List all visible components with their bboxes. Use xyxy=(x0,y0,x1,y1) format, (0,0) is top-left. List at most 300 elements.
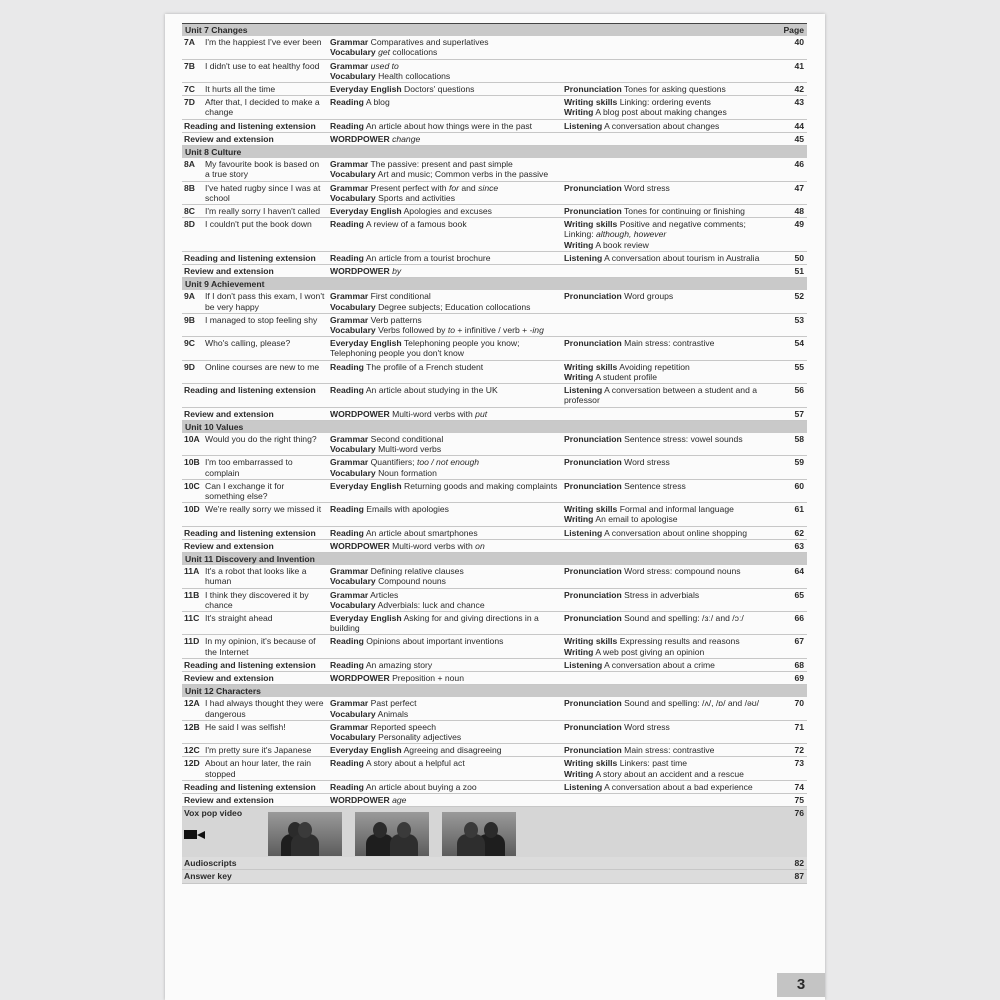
entry-text: Expressing results and reasons xyxy=(619,636,740,647)
entry-label: Listening xyxy=(564,252,603,263)
extension-row xyxy=(182,119,807,132)
lesson-row xyxy=(182,565,807,588)
entry-text: A conversation about changes xyxy=(604,120,720,131)
entry-text: A conversation about a bad experience xyxy=(604,781,753,792)
extension-row xyxy=(182,407,807,420)
lesson-skills xyxy=(562,433,780,456)
entry-text: A conversation about a crime xyxy=(604,659,715,670)
contents-table xyxy=(182,23,807,884)
lesson-title: I managed to stop feeling shy xyxy=(203,313,328,336)
extension-label: Review and extension xyxy=(182,132,328,145)
page-ref: 54 xyxy=(780,337,807,360)
entry-text: A story about an accident and a rescue xyxy=(595,768,744,779)
entry-text: although, however xyxy=(596,229,667,240)
entry-label: Writing skills xyxy=(564,758,618,769)
page-ref: 64 xyxy=(780,565,807,588)
entry-text: Positive and negative comments; xyxy=(619,219,746,230)
entry-label: WORDPOWER xyxy=(330,795,390,805)
page-ref: 62 xyxy=(780,526,807,539)
lesson-code: 11C xyxy=(182,611,203,634)
lesson-code: 12B xyxy=(182,720,203,743)
entry-line xyxy=(564,229,778,239)
lesson-skills xyxy=(562,588,780,611)
lesson-skills xyxy=(562,181,780,204)
extension-label: Reading and listening extension xyxy=(182,780,328,793)
lesson-skills xyxy=(562,456,780,479)
entry-line xyxy=(564,647,778,657)
entry-line xyxy=(564,121,778,131)
entry-line xyxy=(330,37,560,47)
entry-line xyxy=(330,61,560,71)
entry-text: Articles xyxy=(370,589,399,600)
vox-pop-row xyxy=(182,807,807,858)
entry-line xyxy=(330,266,560,276)
extension-label: Review and extension xyxy=(182,539,328,552)
lesson-content xyxy=(328,205,562,218)
entry-line xyxy=(330,566,560,576)
lesson-row xyxy=(182,697,807,720)
entry-line xyxy=(330,97,560,107)
entry-text: on xyxy=(475,540,485,551)
lesson-row xyxy=(182,360,807,383)
entry-text: A review of a famous book xyxy=(365,219,467,230)
lesson-skills xyxy=(562,539,780,552)
entry-line xyxy=(564,566,778,576)
lesson-title: I've hated rugby since I was at school xyxy=(203,181,328,204)
lesson-content xyxy=(328,384,562,407)
entry-line xyxy=(330,291,560,301)
entry-line xyxy=(330,315,560,325)
page-ref: 68 xyxy=(780,658,807,671)
lesson-row xyxy=(182,433,807,456)
lesson-content xyxy=(328,313,562,336)
entry-text: An article about smartphones xyxy=(365,527,478,538)
entry-line xyxy=(330,636,560,646)
unit-header xyxy=(182,146,807,159)
entry-line xyxy=(330,758,560,768)
entry-label: Grammar xyxy=(330,433,369,444)
lesson-row xyxy=(182,218,807,252)
lesson-skills xyxy=(562,635,780,658)
entry-line xyxy=(564,362,778,372)
entry-text: for xyxy=(448,182,459,193)
entry-text: A story about a helpful act xyxy=(365,758,465,769)
lesson-content xyxy=(328,757,562,780)
entry-line xyxy=(564,758,778,768)
entry-line xyxy=(330,71,560,81)
lesson-row xyxy=(182,59,807,82)
entry-label: Grammar xyxy=(330,314,369,325)
lesson-skills xyxy=(562,158,780,181)
lesson-content xyxy=(328,119,562,132)
entry-label: Vocabulary xyxy=(330,708,376,719)
lesson-skills xyxy=(562,119,780,132)
entry-label: Pronunciation xyxy=(564,457,622,468)
entry-line xyxy=(330,348,560,358)
lesson-skills xyxy=(562,251,780,264)
page-ref: 82 xyxy=(780,857,807,870)
entry-label: Writing xyxy=(564,107,594,118)
page-ref: 50 xyxy=(780,251,807,264)
video-thumbnails xyxy=(268,812,529,858)
lesson-content xyxy=(328,588,562,611)
lesson-content xyxy=(328,265,562,278)
entry-label: Pronunciation xyxy=(564,566,622,577)
page-ref: 58 xyxy=(780,433,807,456)
entry-line xyxy=(330,660,560,670)
lesson-code: 11B xyxy=(182,588,203,611)
entry-label: Writing xyxy=(564,239,594,250)
entry-line xyxy=(564,291,778,301)
entry-text: Tones for asking questions xyxy=(624,84,726,95)
lesson-skills xyxy=(562,290,780,313)
entry-line xyxy=(330,134,560,144)
entry-label: Listening xyxy=(564,527,603,538)
page-ref: 65 xyxy=(780,588,807,611)
page-ref: 60 xyxy=(780,479,807,502)
entry-text: An article about studying in the UK xyxy=(365,385,498,396)
entry-text: Verbs followed by xyxy=(378,325,448,336)
page-ref: 44 xyxy=(780,119,807,132)
page-ref: 69 xyxy=(780,671,807,684)
lesson-title: I'm the happiest I've ever been xyxy=(203,36,328,59)
lesson-row xyxy=(182,313,807,336)
lesson-code: 11A xyxy=(182,565,203,588)
entry-text: Word groups xyxy=(624,291,674,302)
lesson-code: 10A xyxy=(182,433,203,456)
extension-label: Reading and listening extension xyxy=(182,526,328,539)
page-column-header xyxy=(780,278,807,291)
entry-line xyxy=(330,481,560,491)
lesson-row xyxy=(182,588,807,611)
entry-label: Pronunciation xyxy=(564,698,622,709)
lesson-content xyxy=(328,96,562,119)
entry-label: Vocabulary xyxy=(330,467,376,478)
lesson-title: It's a robot that looks like a human xyxy=(203,565,328,588)
entry-line xyxy=(330,193,560,203)
entry-line xyxy=(330,121,560,131)
entry-text: Word stress xyxy=(624,721,670,732)
page-column-header xyxy=(780,685,807,698)
entry-text: An email to apologise xyxy=(595,514,678,525)
lesson-title: About an hour later, the rain stopped xyxy=(203,757,328,780)
page-ref: 52 xyxy=(780,290,807,313)
entry-label: Reading xyxy=(330,504,364,515)
entry-line xyxy=(330,385,560,395)
entry-line xyxy=(564,183,778,193)
entry-label: Grammar xyxy=(330,37,369,48)
page-ref: 43 xyxy=(780,96,807,119)
lesson-content xyxy=(328,360,562,383)
page-column-header: Page xyxy=(780,24,807,37)
entry-label: Listening xyxy=(564,659,603,670)
video-thumbnail xyxy=(355,812,429,856)
entry-line xyxy=(564,97,778,107)
entry-label: Writing skills xyxy=(564,504,618,515)
entry-text: Opinions about important inventions xyxy=(366,636,504,647)
entry-text: Personality adjectives xyxy=(378,731,462,742)
lesson-title: I think they discovered it by chance xyxy=(203,588,328,611)
entry-line xyxy=(564,481,778,491)
entry-label: Vocabulary xyxy=(330,192,376,203)
page-number: 3 xyxy=(777,973,825,997)
camera-lens xyxy=(197,831,205,839)
lesson-skills xyxy=(562,96,780,119)
video-camera-icon xyxy=(184,828,206,840)
entry-line xyxy=(330,159,560,169)
lesson-code: 12A xyxy=(182,697,203,720)
entry-label: Writing skills xyxy=(564,97,618,108)
entry-label: Everyday English xyxy=(330,612,402,623)
entry-line xyxy=(330,169,560,179)
lesson-row xyxy=(182,290,807,313)
page-ref: 71 xyxy=(780,720,807,743)
unit-title: Unit 7 Changes xyxy=(182,24,780,37)
page-ref: 63 xyxy=(780,539,807,552)
entry-text: Quantifiers; xyxy=(370,457,417,468)
entry-text: Returning goods and making complaints xyxy=(404,480,558,491)
entry-text: Present perfect with xyxy=(370,182,449,193)
entry-line xyxy=(330,590,560,600)
entry-label: Pronunciation xyxy=(564,182,622,193)
entry-line xyxy=(330,206,560,216)
entry-line xyxy=(564,385,778,405)
entry-line xyxy=(564,514,778,524)
lesson-content xyxy=(328,794,562,807)
lesson-content xyxy=(328,697,562,720)
lesson-row xyxy=(182,611,807,634)
unit-header xyxy=(182,278,807,291)
entry-line xyxy=(564,107,778,117)
lesson-code: 10B xyxy=(182,456,203,479)
lesson-skills xyxy=(562,205,780,218)
lesson-title: I'm really sorry I haven't called xyxy=(203,205,328,218)
lesson-row xyxy=(182,744,807,757)
entry-label: Reading xyxy=(330,527,364,538)
page-ref: 74 xyxy=(780,780,807,793)
entry-text: Defining relative clauses xyxy=(370,566,464,577)
extension-row xyxy=(182,384,807,407)
entry-label: Listening xyxy=(564,781,603,792)
entry-label: Grammar xyxy=(330,182,369,193)
entry-line xyxy=(330,722,560,732)
lesson-content xyxy=(328,539,562,552)
entry-label: Pronunciation xyxy=(564,589,622,600)
lesson-content xyxy=(328,407,562,420)
page-ref: 75 xyxy=(780,794,807,807)
page-column-header xyxy=(780,146,807,159)
entry-label: Grammar xyxy=(330,291,369,302)
entry-label: Vocabulary xyxy=(330,444,376,455)
entry-line xyxy=(564,528,778,538)
entry-line xyxy=(330,434,560,444)
entry-line xyxy=(564,769,778,779)
entry-label: Grammar xyxy=(330,159,369,170)
entry-label: WORDPOWER xyxy=(330,266,390,277)
lesson-content xyxy=(328,290,562,313)
lesson-title: It's straight ahead xyxy=(203,611,328,634)
lesson-title: If I don't pass this exam, I won't be very happy xyxy=(203,290,328,313)
entry-line xyxy=(564,660,778,670)
entry-line xyxy=(330,47,560,57)
entry-line xyxy=(330,698,560,708)
entry-label: WORDPOWER xyxy=(330,672,390,683)
entry-label: Vocabulary xyxy=(330,47,376,58)
entry-line xyxy=(330,84,560,94)
page-ref: 66 xyxy=(780,611,807,634)
entry-text: Formal and informal language xyxy=(619,504,734,515)
unit-header xyxy=(182,420,807,433)
lesson-title: We're really sorry we missed it xyxy=(203,503,328,526)
lesson-skills xyxy=(562,479,780,502)
extension-label: Review and extension xyxy=(182,265,328,278)
lesson-skills xyxy=(562,720,780,743)
page-ref: 76 xyxy=(780,807,807,858)
lesson-skills xyxy=(562,697,780,720)
lesson-title: I'm pretty sure it's Japanese xyxy=(203,744,328,757)
entry-label: Vocabulary xyxy=(330,599,376,610)
entry-text: Telephoning people you don't know xyxy=(330,348,464,359)
back-matter-label: Answer key xyxy=(182,870,780,883)
workbook-page xyxy=(165,14,825,1000)
lesson-row xyxy=(182,205,807,218)
entry-text: Sentence stress: vowel sounds xyxy=(624,433,743,444)
entry-text: Sound and spelling: /ʌ/, /ɒ/ and /əʊ/ xyxy=(624,698,760,709)
lesson-row xyxy=(182,720,807,743)
entry-label: WORDPOWER xyxy=(330,133,390,144)
lesson-row xyxy=(182,181,807,204)
entry-label: Listening xyxy=(564,120,603,131)
entry-label: Pronunciation xyxy=(564,433,622,444)
lesson-row xyxy=(182,158,807,181)
entry-label: Reading xyxy=(330,385,364,396)
extension-row xyxy=(182,539,807,552)
entry-line xyxy=(564,745,778,755)
entry-label: Reading xyxy=(330,120,364,131)
lesson-code: 12D xyxy=(182,757,203,780)
entry-line xyxy=(330,795,560,805)
lesson-content xyxy=(328,251,562,264)
entry-label: Everyday English xyxy=(330,480,402,491)
entry-text: A conversation between a student and a professor xyxy=(564,385,758,406)
lesson-code: 9B xyxy=(182,313,203,336)
entry-text: Linking: ordering events xyxy=(619,97,711,108)
lesson-content xyxy=(328,132,562,145)
lesson-skills xyxy=(562,265,780,278)
entry-line xyxy=(330,302,560,312)
unit-header xyxy=(182,24,807,37)
entry-label: Grammar xyxy=(330,589,369,600)
entry-line xyxy=(330,576,560,586)
entry-text: Compound nouns xyxy=(378,576,446,587)
entry-text: Apologies and excuses xyxy=(403,206,492,217)
entry-text: Sound and spelling: /ɜː/ and /ɔː/ xyxy=(624,612,744,623)
unit-title: Unit 9 Achievement xyxy=(182,278,780,291)
extension-row xyxy=(182,265,807,278)
entry-text: Linking: xyxy=(564,229,597,240)
entry-label: Pronunciation xyxy=(564,745,622,756)
extension-label: Reading and listening extension xyxy=(182,658,328,671)
entry-text: Multi-word verbs with xyxy=(392,540,476,551)
entry-label: Everyday English xyxy=(330,206,402,217)
entry-text: A blog xyxy=(365,97,390,108)
entry-text: Past perfect xyxy=(370,698,417,709)
entry-label: Reading xyxy=(330,361,364,372)
entry-line xyxy=(564,613,778,623)
entry-label: Vocabulary xyxy=(330,169,376,180)
lesson-content xyxy=(328,503,562,526)
camera-body xyxy=(184,830,197,839)
entry-label: Vocabulary xyxy=(330,301,376,312)
entry-text: Degree subjects; Education collocations xyxy=(378,301,531,312)
entry-text: Adverbials: luck and chance xyxy=(377,599,485,610)
lesson-title: Online courses are new to me xyxy=(203,360,328,383)
entry-line xyxy=(330,600,560,610)
entry-line xyxy=(330,528,560,538)
entry-text: Noun formation xyxy=(378,467,437,478)
entry-label: Everyday English xyxy=(330,745,402,756)
lesson-code: 9D xyxy=(182,360,203,383)
lesson-title: I couldn't put the book down xyxy=(203,218,328,252)
entry-line xyxy=(564,372,778,382)
entry-line xyxy=(564,722,778,732)
entry-line xyxy=(564,206,778,216)
entry-text: Word stress: compound nouns xyxy=(624,566,741,577)
lesson-code: 8D xyxy=(182,218,203,252)
page-column-header xyxy=(780,552,807,565)
entry-line xyxy=(330,782,560,792)
entry-text: A student profile xyxy=(595,371,657,382)
entry-line xyxy=(330,253,560,263)
entry-line xyxy=(564,504,778,514)
lesson-row xyxy=(182,36,807,59)
entry-label: Grammar xyxy=(330,457,369,468)
lesson-skills xyxy=(562,36,780,59)
entry-text: Main stress: contrastive xyxy=(624,745,715,756)
entry-text: Emails with apologies xyxy=(366,504,449,515)
entry-text: First conditional xyxy=(370,291,431,302)
entry-label: WORDPOWER xyxy=(330,408,390,419)
page-ref: 67 xyxy=(780,635,807,658)
lesson-content xyxy=(328,720,562,743)
entry-label: Reading xyxy=(330,219,364,230)
lesson-skills xyxy=(562,757,780,780)
entry-text: age xyxy=(392,795,407,805)
unit-title: Unit 11 Discovery and Invention xyxy=(182,552,780,565)
entry-label: Pronunciation xyxy=(564,338,622,349)
extension-label: Reading and listening extension xyxy=(182,251,328,264)
entry-label: Pronunciation xyxy=(564,721,622,732)
entry-text: An amazing story xyxy=(365,659,433,670)
entry-text: A conversation about tourism in Australia xyxy=(604,252,760,263)
entry-text: Animals xyxy=(377,708,409,719)
entry-line xyxy=(564,338,778,348)
page-ref: 49 xyxy=(780,218,807,252)
lesson-code: 8B xyxy=(182,181,203,204)
entry-text: used to xyxy=(370,60,399,71)
lesson-content xyxy=(328,218,562,252)
entry-text: Main stress: contrastive xyxy=(624,338,715,349)
page-ref: 70 xyxy=(780,697,807,720)
entry-line xyxy=(330,468,560,478)
entry-text: change xyxy=(392,133,421,144)
lesson-content xyxy=(328,158,562,181)
back-matter-label: Audioscripts xyxy=(182,857,780,870)
lesson-skills xyxy=(562,337,780,360)
lesson-code: 9A xyxy=(182,290,203,313)
lesson-code: 8C xyxy=(182,205,203,218)
lesson-content xyxy=(328,744,562,757)
